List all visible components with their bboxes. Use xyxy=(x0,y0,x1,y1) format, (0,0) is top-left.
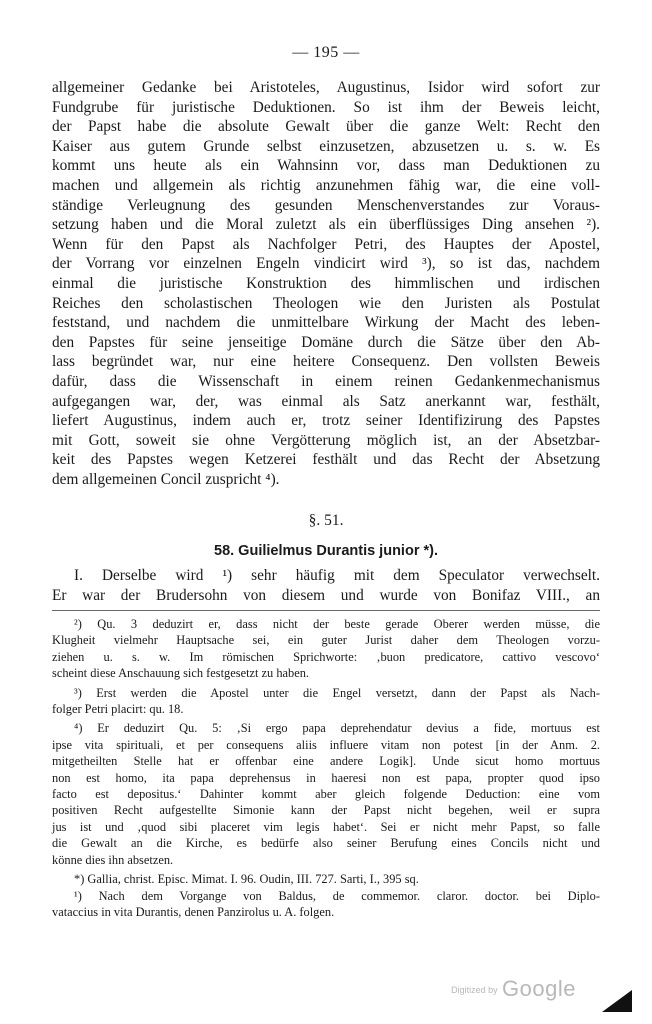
text-line: Fundgrube für juristische Deduktionen. So ist ihm der Beweis leicht, xyxy=(52,98,600,116)
text-line: Kaiser aus gutem Grunde selbst einzusetzen, abzusetzen u. s. w. Es xyxy=(52,137,600,155)
chapter-paragraph xyxy=(52,566,600,606)
footnote-line: ziehen u. s. w. Im römischen Sprichworte: ‚buon predicatore, cattivo vescovo‘ xyxy=(52,649,600,664)
text-line: dem allgemeinen Concil zuspricht ⁴). xyxy=(52,470,280,488)
text-line: Er war der Brudersohn von diesem und wurde von Bonifaz VIII., an xyxy=(52,587,600,604)
footnote-line: ³) Erst werden die Apostel unter die Engel versetzt, dann der Papst als Nach- xyxy=(74,685,600,700)
chapter-heading: 58. Guilielmus Durantis junior *). xyxy=(214,543,438,559)
watermark-prefix: Digitized by xyxy=(451,985,498,995)
text-line: Reiches den scholastischen Theologen wie den Juristen als Postulat xyxy=(52,294,600,312)
page-corner-icon xyxy=(602,990,632,1012)
footnote-line: folger Petri placirt: qu. 18. xyxy=(52,702,184,717)
text-line: dafür, dass die Wissenschaft in einem reinen Gedankenmechanismus xyxy=(52,372,600,390)
footnote-line: non est homo, ita papa deprehensus in haeresi non est papa, propter quod ipso xyxy=(52,770,600,785)
google-logo-text: Google xyxy=(502,976,576,1001)
main-paragraph xyxy=(52,78,600,489)
text-line: kommt uns heute als ein Wahnsinn vor, dass man Deduktionen zu xyxy=(52,157,600,175)
text-line: lass begründet war, nur eine heitere Consequenz. Den vollsten Beweis xyxy=(52,353,600,371)
footnote-line: Klugheit vielmehr Hauptsache sei, ein guter Jurist daher dem Theologen vorzu- xyxy=(52,633,600,648)
text-line: einmal die juristische Konstruktion des himmlischen und irdischen xyxy=(52,274,600,292)
footnote-line: facto est depositus.‘ Dahinter kommt aber gleich folgende Deduction: eine vom xyxy=(52,787,600,802)
footnote-line: *) Gallia, christ. Episc. Mimat. I. 96. Oudin, III. 727. Sarti, I., 395 sq. xyxy=(74,872,419,887)
text-line: feststand, und nachdem die unmittelbare Wirkung der Macht des leben- xyxy=(52,314,600,332)
footnote-line: scheint diese Anschauung sich festgesetzt zu haben. xyxy=(52,666,310,681)
footnote-line: positiven Recht aufgestellte Simonie kann der Papst nicht begehen, weil er supra xyxy=(52,803,600,818)
text-line: aufgegangen war, der, was einmal als Satz anerkannt war, festhält, xyxy=(52,392,600,410)
footnote-line: jus ist und ‚quod sibi placeret vim legis habet‘. Sei er nicht mehr Papst, so falle xyxy=(52,819,600,834)
text-line: allgemeiner Gedanke bei Aristoteles, Augustinus, Isidor wird sofort zur xyxy=(52,79,600,96)
footnote-line: ⁴) Er deduzirt Qu. 5: ‚Si ergo papa deprehendatur devius a fide, mortuus est xyxy=(74,721,600,736)
page-number: — 195 — xyxy=(292,44,360,61)
footnote-line: ¹) Nach dem Vorgange von Baldus, de commemor. claror. doctor. bei Diplo- xyxy=(74,888,600,903)
footnote-line: könne dies ihn absetzen. xyxy=(52,852,174,867)
text-line: den Papstes für seine jenseitige Domäne durch die Sätze über den Ab- xyxy=(52,333,600,351)
text-line: keit des Papstes wegen Ketzerei festhält und das Recht der Absetzung xyxy=(52,451,600,469)
text-line: liefert Augustinus, indem auch er, trotz seiner Identifizirung des Papstes xyxy=(52,412,600,430)
text-line: mit Gott, soweit sie ohne Vergötterung möglich ist, an der Absetzbar- xyxy=(52,431,600,449)
footnotes xyxy=(52,616,600,920)
google-watermark xyxy=(451,976,576,1002)
footnote-line: ²) Qu. 3 deduzirt er, dass nicht der beste gerade Oberer werden müsse, die xyxy=(74,617,600,631)
footnote-line: vataccius in vita Durantis, denen Panzirolus u. A. folgen. xyxy=(52,904,335,919)
text-line: Wenn für den Papst als Nachfolger Petri, des Hauptes der Apostel, xyxy=(52,235,600,253)
text-line: setzung haben und die Moral zuletzt als ein überflüssiges Ding ansehen ²). xyxy=(52,216,600,234)
footnote-divider xyxy=(52,610,600,611)
text-line: I. Derselbe wird ¹) sehr häufig mit dem Speculator verwechselt. xyxy=(74,567,600,584)
footnote-line: mitgetheilten Stelle hat er offenbar eine andere Logik]. Unde sicut homo mortuus xyxy=(52,754,600,769)
text-line: ständige Verleugnung des gesunden Menschenverstandes zur Voraus- xyxy=(52,196,600,214)
text-line: der Papst habe die absolute Gewalt über die ganze Welt: Recht den xyxy=(52,118,600,136)
footnote-line: ipse vita spirituali, et per consequens aliis influere vitam non potest [in der Anm. 2. xyxy=(52,737,600,752)
text-line: machen und allgemein als richtig anzunehmen fähig war, die eine voll- xyxy=(52,176,600,194)
text-line: der Vorrang vor einzelnen Engeln vindicirt wird ³), so ist das, nachdem xyxy=(52,255,600,273)
footnote-line: die Gewalt an die Kirche, es bedürfe also seiner Berufung eines Concils nicht und xyxy=(52,836,600,851)
section-number: §. 51. xyxy=(308,512,344,529)
